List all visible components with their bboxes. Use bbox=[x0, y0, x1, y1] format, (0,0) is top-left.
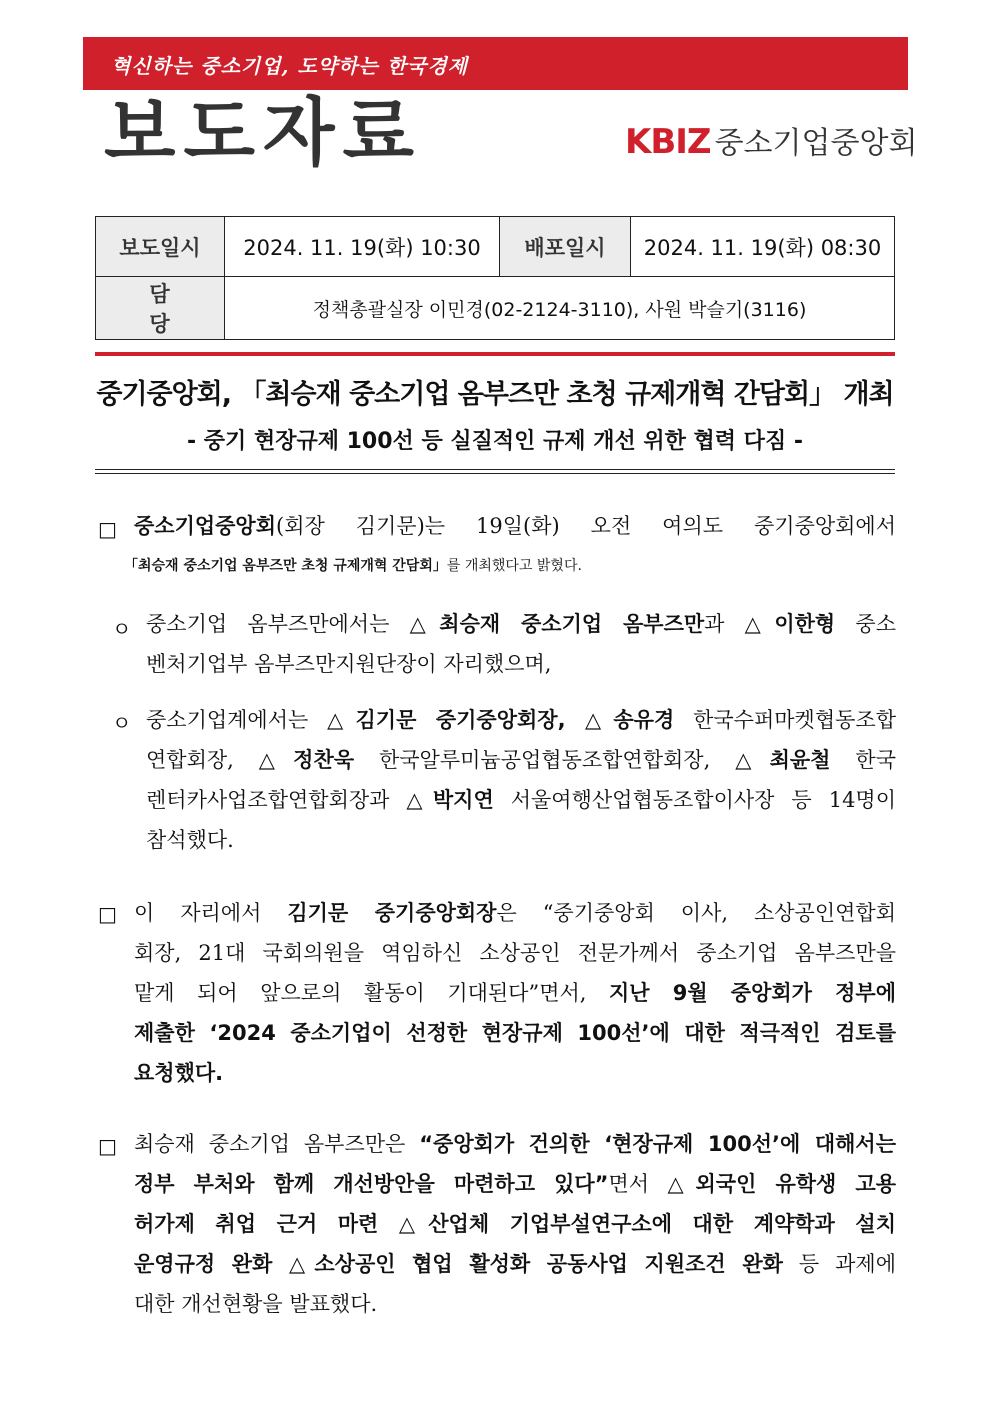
text-line bbox=[134, 1244, 896, 1284]
text-run: 회장, 21대 국회의원을 역임하신 소상공인 전문가께서 중소기업 옴부즈만을 bbox=[134, 941, 896, 965]
bold-text: 지난 9월 중앙회가 정부에 bbox=[608, 981, 896, 1005]
release-info-table bbox=[95, 216, 895, 340]
bold-text: △이한형 bbox=[744, 612, 836, 636]
text-line bbox=[134, 1284, 896, 1324]
text-line bbox=[124, 546, 896, 586]
text-run: 최승재 중소기업 옴부즈만은 bbox=[134, 1132, 420, 1156]
text-line bbox=[134, 1013, 896, 1053]
bold-text: 「최승재 중소기업 옴부즈만 초청 규제개혁 간담회」 bbox=[124, 558, 447, 574]
text-line bbox=[134, 1124, 896, 1164]
paragraph-4 bbox=[134, 893, 896, 1093]
release-date-label: 보도일시 bbox=[96, 217, 225, 277]
text-run: 맡게 되어 앞으로의 활동이 기대된다”면서, bbox=[134, 981, 609, 1005]
bold-text: 정부 부처와 함께 개선방안을 마련하고 있다” bbox=[134, 1172, 609, 1196]
square-bullet: □ bbox=[98, 902, 117, 926]
text-line bbox=[146, 740, 896, 780]
bold-text: 요청했다. bbox=[134, 1061, 224, 1085]
text-run: 참석했다. bbox=[146, 828, 234, 852]
text-line bbox=[134, 506, 896, 546]
text-line bbox=[146, 700, 896, 740]
red-divider bbox=[95, 352, 895, 356]
bold-text: 중소기업중앙회 bbox=[134, 514, 277, 538]
text-run: 를 개최했다고 밝혔다. bbox=[446, 558, 582, 574]
slogan-banner bbox=[83, 37, 908, 90]
text-run: 이 자리에서 bbox=[134, 901, 288, 925]
double-rule-bottom bbox=[95, 473, 895, 474]
square-bullet: □ bbox=[98, 517, 117, 541]
distribute-date-value: 2024. 11. 19(화) 08:30 bbox=[631, 217, 895, 277]
logo-kbiz-mark: KBIZ bbox=[625, 122, 711, 162]
text-run: 등 과제에 bbox=[782, 1252, 896, 1276]
bold-text: △정찬욱 bbox=[258, 748, 355, 772]
document-title: 보도자료 bbox=[104, 90, 422, 176]
text-run: 은 “중기중앙회 이사, 소상공인연합회 bbox=[496, 901, 896, 925]
bold-text: 김기문 중기중앙회장 bbox=[287, 901, 497, 925]
paragraph-2 bbox=[146, 604, 896, 684]
paragraph-1 bbox=[124, 506, 896, 586]
subheadline: - 중기 현장규제 100선 등 실질적인 규제 개선 위한 협력 다짐 - bbox=[187, 429, 803, 454]
contact-label: 담 당 bbox=[96, 277, 225, 340]
bold-text: 운영규정 완화 △소상공인 협업 활성화 공동사업 지원조건 완화 bbox=[134, 1252, 783, 1276]
text-run: 중소 bbox=[835, 612, 897, 636]
text-line bbox=[134, 1164, 896, 1204]
text-line bbox=[134, 1053, 896, 1093]
text-line bbox=[146, 604, 896, 644]
paragraph-5 bbox=[134, 1124, 896, 1324]
bold-text: △김기문 중기중앙회장, △송유경 bbox=[327, 708, 675, 732]
text-run: 한국 bbox=[830, 748, 896, 772]
text-line bbox=[146, 780, 896, 820]
kbiz-logo bbox=[625, 118, 918, 162]
bold-text: △외국인 유학생 고용 bbox=[667, 1172, 896, 1196]
logo-org-name: 중소기업중앙회 bbox=[714, 126, 918, 161]
square-bullet: □ bbox=[98, 1134, 117, 1158]
text-line bbox=[146, 820, 896, 860]
text-run: 한국알루미늄공업협동조합연합회장, bbox=[354, 748, 736, 772]
headline: 중기중앙회, 「최승재 중소기업 옴부즈만 초청 규제개혁 간담회」 개최 bbox=[96, 379, 894, 410]
circle-bullet: ㅇ bbox=[112, 711, 132, 735]
text-line bbox=[134, 973, 896, 1013]
text-run: 한국수퍼마켓협동조합 bbox=[674, 708, 896, 732]
text-run: 벤처기업부 옴부즈만지원단장이 자리했으며, bbox=[146, 652, 552, 676]
text-line bbox=[134, 1204, 896, 1244]
release-date-value: 2024. 11. 19(화) 10:30 bbox=[225, 217, 500, 277]
text-run: 서울여행산업협동조합이사장 등 14명이 bbox=[493, 788, 897, 812]
circle-bullet: ㅇ bbox=[112, 617, 132, 641]
text-line bbox=[146, 644, 896, 684]
text-line bbox=[134, 933, 896, 973]
text-run: 렌터카사업조합연합회장과 bbox=[146, 788, 407, 812]
text-run: 중소기업계에서는 bbox=[146, 708, 328, 732]
text-run: 면서 bbox=[608, 1172, 668, 1196]
text-run: 중소기업 옴부즈만에서는 bbox=[146, 612, 410, 636]
bold-text: “중앙회가 건의한 ‘현장규제 100선’에 대해서는 bbox=[419, 1132, 896, 1156]
distribute-date-label: 배포일시 bbox=[500, 217, 631, 277]
text-line bbox=[134, 893, 896, 933]
double-rule-top bbox=[95, 469, 895, 470]
paragraph-3 bbox=[146, 700, 896, 860]
bold-text: △박지연 bbox=[406, 788, 494, 812]
text-run: 연합회장, bbox=[146, 748, 259, 772]
text-run: 과 bbox=[704, 612, 745, 636]
slogan-text: 혁신하는 중소기업, 도약하는 한국경제 bbox=[111, 54, 468, 78]
text-run: (회장 김기문)는 19일(화) 오전 여의도 중기중앙회에서 bbox=[276, 514, 896, 538]
contact-value: 정책총괄실장 이민경(02-2124-3110), 사원 박슬기(3116) bbox=[225, 277, 895, 340]
bold-text: 제출한 ‘2024 중소기업이 선정한 현장규제 100선’에 대한 적극적인 검토를 bbox=[134, 1021, 896, 1045]
bold-text: △최승재 중소기업 옴부즈만 bbox=[409, 612, 705, 636]
bold-text: △최윤철 bbox=[735, 748, 831, 772]
bold-text: 허가제 취업 근거 마련 △산업체 기업부설연구소에 대한 계약학과 설치 bbox=[134, 1212, 896, 1236]
text-run: 대한 개선현황을 발표했다. bbox=[134, 1292, 378, 1316]
